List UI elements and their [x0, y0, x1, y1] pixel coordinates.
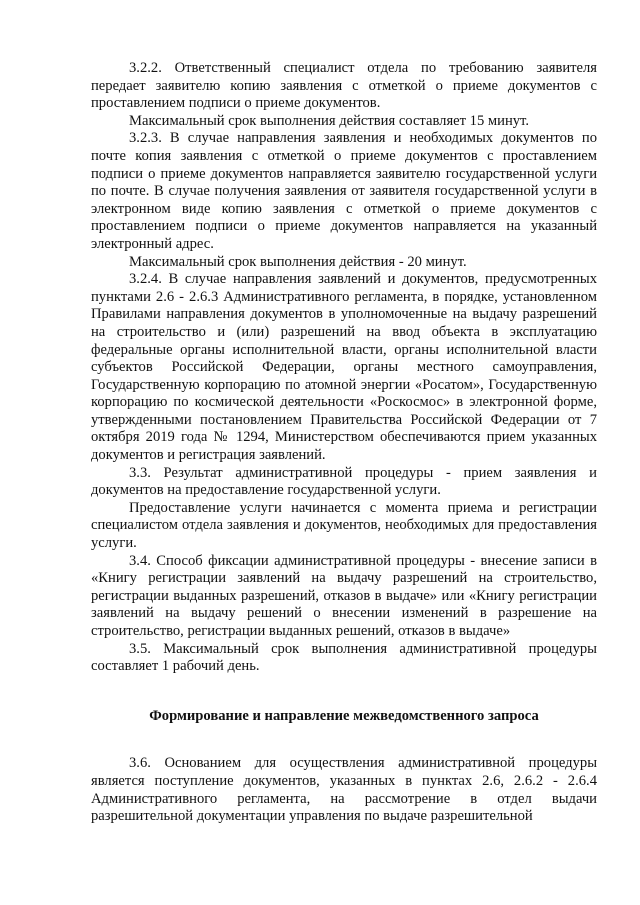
paragraph-3-2-4: 3.2.4. В случае направления заявлений и документов, предусмотренных пунктами 2.6 - 2.6.3 Административного регламента, в порядке, установленном Правилами направления документов в уполномоченные на выдачу разрешений на строительство и (или) разрешений на ввод объекта в эксплуатацию федеральные органы исполнительной власти, органы исполнительной власти субъектов Российской Федерации, органы местного самоуправления, Государственную корпорацию по атомной энергии «Росатом», Государственную корпорацию по космической деятельности «Роскосмос» в электронной форме, утвержденными постановлением Правительства Российской Федерации от 7 октября 2019 года № 1294, Министерством обеспечиваются прием указанных документов и регистрация заявлений.	[91, 271, 597, 464]
paragraph-service-start: Предоставление услуги начинается с момента приема и регистрации специалистом отдела заявления и документов, необходимых для предоставления услуги.	[91, 499, 597, 552]
paragraph-3-2-2: 3.2.2. Ответственный специалист отдела по требованию заявителя передает заявителю копию заявления с отметкой о приеме документов с проставлением подписи о приеме документов.	[91, 60, 597, 112]
paragraph-3-5: 3.5. Максимальный срок выполнения административной процедуры составляет 1 рабочий день.	[91, 640, 597, 675]
paragraph-time-20: Максимальный срок выполнения действия - 20 минут.	[129, 253, 467, 270]
paragraph-3-3: 3.3. Результат административной процедуры - прием заявления и документов на предоставление государственной услуги.	[91, 464, 597, 499]
paragraph-time-15: Максимальный срок выполнения действия составляет 15 минут.	[129, 112, 529, 129]
paragraph-3-2-3: 3.2.3. В случае направления заявления и необходимых документов по почте копия заявления с отметкой о приеме документов с проставлением подписи о приеме документов направляется заявителю государственной услуги по почте. В случае получения заявления от заявителя государственной услуги в электронном виде копию заявления с отметкой о приеме документов с проставлением подписи о приеме документов направляется на указанный электронный адрес.	[91, 130, 597, 252]
paragraph-3-6: 3.6. Основанием для осуществления административной процедуры является поступление документов, указанных в пунктах 2.6, 2.6.2 - 2.6.4 Административного регламента, на рассмотрение в отдел выдачи разрешительной документации управления по выдаче разрешительной	[91, 755, 597, 825]
section-heading: Формирование и направление межведомственного запроса	[149, 707, 539, 724]
paragraph-3-4: 3.4. Способ фиксации административной процедуры - внесение записи в «Книгу регистрации заявлений на выдачу разрешений на строительство, регистрации выданных разрешений, отказов в выдаче» или «Книгу регистрации заявлений на выдачу решений о внесении изменений в разрешение на строительство, регистрации выданных решений, отказов в выдаче»	[91, 552, 597, 639]
document-page	[91, 60, 597, 826]
